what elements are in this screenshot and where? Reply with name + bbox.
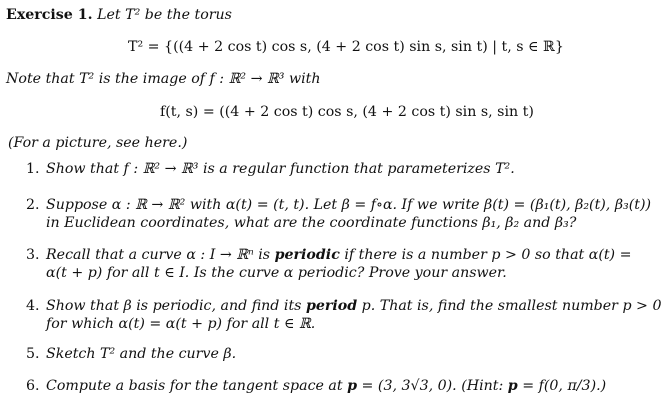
item-text: in Euclidean coordinates, what are the coordinate functions β₁, β₂ and β₃? xyxy=(46,215,577,231)
item-text-part: Show that β is periodic, and find its xyxy=(46,298,306,314)
item-number: 6. xyxy=(26,378,40,394)
item-number: 1. xyxy=(26,161,40,177)
item-text: Suppose α : ℝ → ℝ² with α(t) = (t, t). Let β = f∘α. If we write β(t) = (β₁(t), β₂(t), β₃(t)) xyxy=(46,197,652,213)
picture-note-prefix: (For a picture, see xyxy=(8,135,145,151)
map-definition: f(t, s) = ((4 + 2 cos t) cos s, (4 + 2 cos t) sin s, sin t) xyxy=(160,104,534,120)
note-text: Note that T² is the image of f : ℝ² → ℝ³ with xyxy=(6,71,321,87)
item-text-part: = f(0, π/3).) xyxy=(517,378,607,394)
term-periodic: periodic xyxy=(274,247,340,263)
item-text xyxy=(46,377,670,395)
item-text xyxy=(46,297,670,315)
exercise-intro: Let T² be the torus xyxy=(97,7,232,23)
item-text: α(t + p) for all t ∈ I. Is the curve α periodic? Prove your answer. xyxy=(46,265,507,281)
picture-note-suffix: .) xyxy=(177,135,188,151)
item-text-part: p. That is, find the smallest number p > 0 xyxy=(357,298,662,314)
picture-note xyxy=(8,134,187,152)
item-text-part: if there is a number p > 0 so that α(t) = xyxy=(339,247,632,263)
term-period: period xyxy=(305,298,358,314)
item-text-part: Recall that a curve α : I → ℝⁿ is xyxy=(46,247,275,263)
exercise-label: Exercise 1. xyxy=(6,7,93,23)
item-text xyxy=(46,246,670,264)
point-p: p xyxy=(347,378,358,394)
item-number: 3. xyxy=(26,247,40,263)
point-p: p xyxy=(507,378,518,394)
item-number: 5. xyxy=(26,346,40,362)
item-number: 4. xyxy=(26,298,40,314)
torus-definition: T² = {((4 + 2 cos t) cos s, (4 + 2 cos t) sin s, sin t) | t, s ∈ ℝ} xyxy=(128,39,564,55)
exercise-heading xyxy=(6,6,232,24)
item-text-part: = (3, 3√3, 0). (Hint: xyxy=(357,378,508,394)
item-text: Sketch T² and the curve β. xyxy=(46,346,237,362)
item-number: 2. xyxy=(26,197,40,213)
item-text: for which α(t) = α(t + p) for all t ∈ ℝ. xyxy=(46,316,316,332)
picture-link[interactable]: here xyxy=(144,135,178,151)
item-text-part: Compute a basis for the tangent space at xyxy=(46,378,348,394)
item-text: Show that f : ℝ² → ℝ³ is a regular function that parameterizes T². xyxy=(46,161,515,177)
